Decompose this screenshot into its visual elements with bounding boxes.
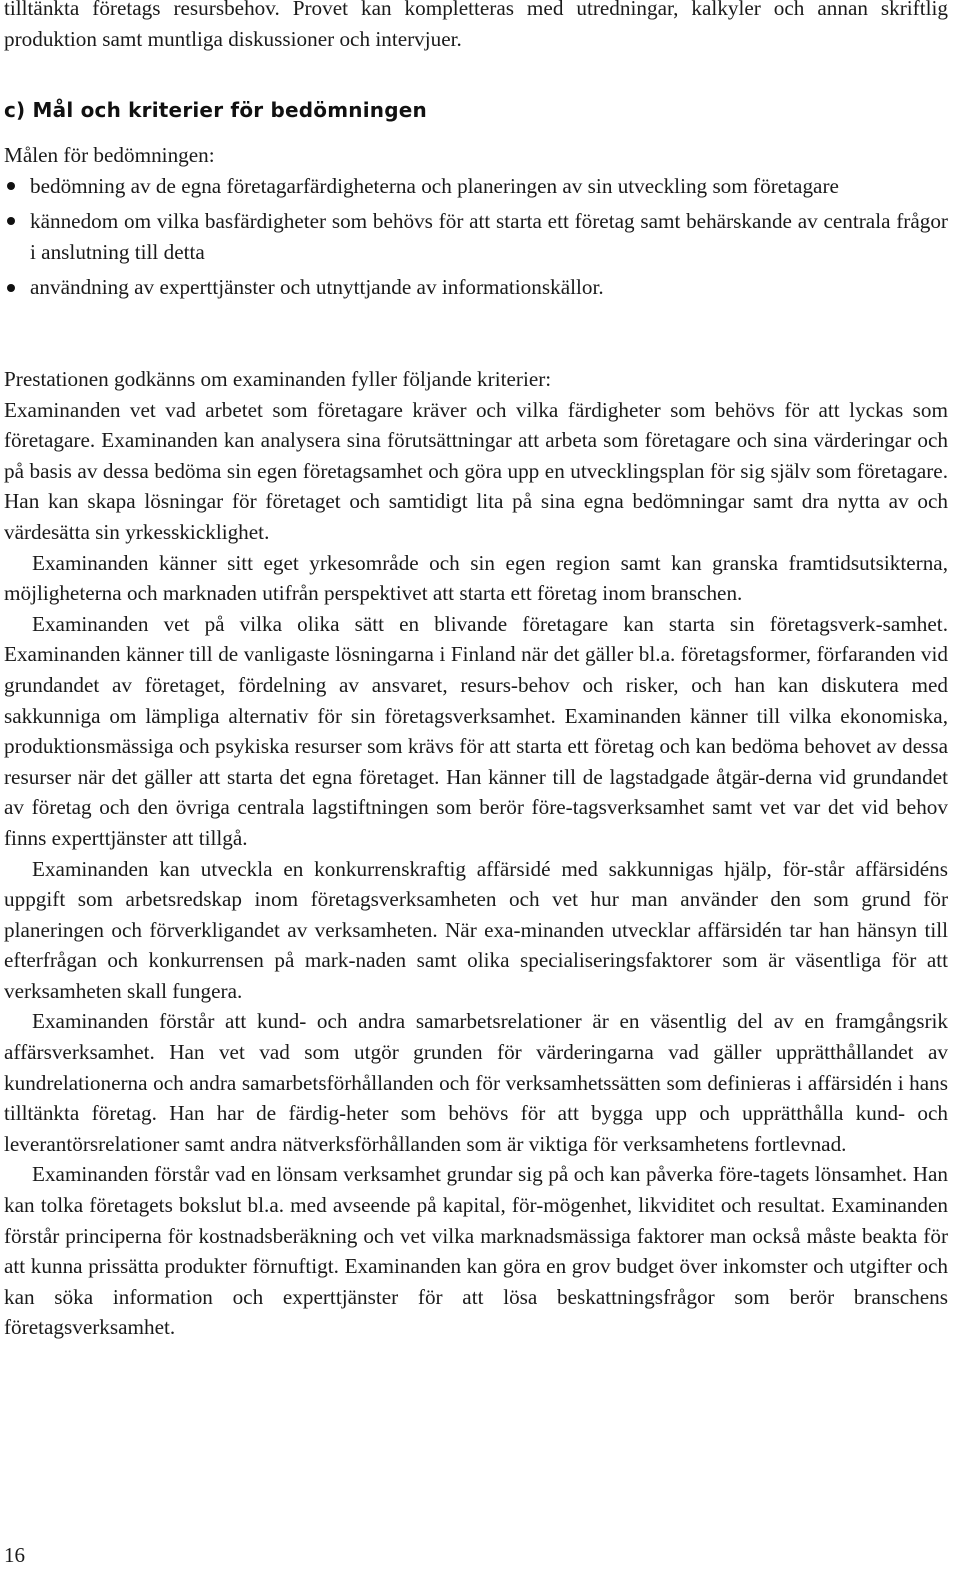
- bullet-icon: [4, 206, 30, 237]
- list-item: [4, 272, 948, 303]
- list-item: [4, 171, 948, 202]
- criteria-paragraph: Examinanden kan utveckla en konkurrenskraftig affärsidé med sakkunnigas hjälp, för-står affärsidéns uppgift som arbetsredskap inom företagsverksamheten och vet hur man använder den som grund för planeringen och förverkligandet av verksamheten. När exa-minanden utvecklar affärsidén tar han hänsyn till efterfrågan och konkurrensen på mark-naden samt olika specialiseringsfaktorer som är väsentliga för att verksamheten skall fungera.: [4, 856, 948, 1003]
- list-item-text: bedömning av de egna företagarfärdigheterna och planeringen av sin utveckling som företagare: [30, 173, 839, 198]
- criteria-paragraph: Examinanden känner sitt eget yrkesområde och sin egen region samt kan granska framtidsutsikterna, möjligheterna och marknaden utifrån perspektivet att starta ett företag inom branschen.: [4, 550, 948, 606]
- list-item-text: kännedom om vilka basfärdigheter som behövs för att starta ett företag samt behärskande av centrala frågor i anslutning till detta: [30, 209, 948, 264]
- intro-paragraph: tilltänkta företags resursbehov. Provet kan kompletteras med utredningar, kalkyler och annan skriftlig produktion samt muntliga diskussioner och intervjuer.: [4, 0, 948, 51]
- criteria-lead: Prestationen godkänns om examinanden fyller följande kriterier:: [4, 367, 552, 391]
- bullet-icon: [4, 171, 30, 202]
- criteria-paragraph: Examinanden vet vad arbetet som företagare kräver och vilka färdigheter som behövs för att lyckas som företagare. Examinanden kan analysera sina förutsättningar att arbeta som företagare och sina värderingar och på basis av dessa bedöma sin egen företagsamhet och göra upp en utvecklingsplan för sig själv som företagare. Han kan skapa lösningar för företaget och samtidigt lita på sina egna bedömningar samt dra nytta av och värdesätta sin yrkesskicklighet.: [4, 397, 948, 544]
- list-item-text: användning av experttjänster och utnyttjande av informationskällor.: [30, 275, 604, 300]
- bullet-icon: [4, 272, 30, 303]
- criteria-paragraph: Examinanden förstår vad en lönsam verksamhet grundar sig på och kan påverka före-tagets lönsamhet. Han kan tolka företagets bokslut bl.a. med avseende på kapital, för-mögenhet, likviditet och resultat. Examinanden förstår principerna för kostnadsberäkning och vet vilka marknadsmässiga faktorer man också måste beakta för att kunna prissätta produkter förnuftigt. Examinanden kan göra en grov budget över inkomster och utgifter och kan söka information och experttjänster för att lösa beskattningsfrågor som berör branschens företagsverksamhet.: [4, 1162, 948, 1340]
- goals-section: [4, 140, 948, 308]
- criteria-paragraph: Examinanden vet på vilka olika sätt en blivande företagare kan starta sin företagsverk-samhet. Examinanden känner till de vanligaste lösningarna i Finland när det gäller bl.a. företagsformer, förfaranden vid grundandet av företaget, fördelning av ansvaret, resurs-behov och risker, och han kan diskutera med sakkunniga om lämpliga alternativ för sin företagsverksamhet. Examinanden känner till vilka ekonomiska, produktionsmässiga och psykiska resurser som krävs för att starta ett företag och kan bedöma behovet av dessa resurser när det gäller att starta det egna företaget. Han känner till de lagstadgade åtgär-derna vid grundandet av företag och den övriga centrala lagstiftningen som berör före-tagsverksamhet samt vet var det vid behov finns experttjänster att tillgå.: [4, 611, 948, 850]
- page-number: 16: [4, 1543, 25, 1567]
- list-item: [4, 206, 948, 267]
- criteria-paragraph: Examinanden förstår att kund- och andra samarbetsrelationer är en väsentlig del av en framgångsrik affärsverksamhet. Han vet vad som utgör grunden för värderingarna vad gäller upprätthållandet av kundrelationerna och andra samarbetsförhållanden och för verksamhetssätten som definieras i affärsidén i hans tilltänkta företag. Han har de färdig-heter som behövs för att bygga upp och upprätthålla kund- och leverantörsrelationer samt andra nätverksförhållanden som är viktiga för verksamhetens fortlevnad.: [4, 1009, 948, 1156]
- criteria-section: [4, 364, 948, 1343]
- goals-list: [4, 171, 948, 303]
- goals-lead: Målen för bedömningen:: [4, 143, 215, 167]
- section-heading: c) Mål och kriterier för bedömningen: [4, 98, 427, 122]
